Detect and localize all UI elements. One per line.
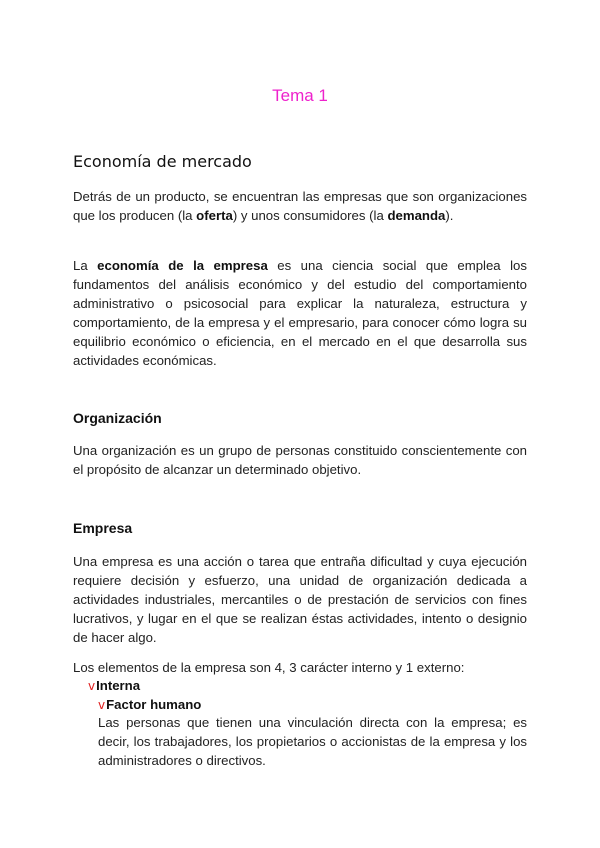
section-heading-economia: Economía de mercado [73,152,252,171]
paragraph-empresa: Una empresa es una acción o tarea que entraña dificultad y cuya ejecución requiere decisión y esfuerzo, una unidad de organización dedicada a actividades industriales, mercantiles o de prestación de servicios con fines lucrativos, y lugar en el que se realizan éstas actividades, intento o designio de hacer algo. [73,554,527,645]
section-heading-empresa: Empresa [73,520,133,536]
paragraph-economia-empresa [73,256,527,370]
section-heading-organizacion: Organización [73,410,162,426]
bold-term-oferta: oferta [196,208,233,223]
list-item-label: Interna [96,678,141,693]
paragraph-elementos: Los elementos de la empresa son 4, 3 carácter interno y 1 externo: [73,660,465,675]
text-run: ). [445,208,454,223]
checkmark-bullet-icon: v [88,679,96,693]
page-title: Tema 1 [272,86,328,105]
bold-term-demanda: demanda [387,208,446,223]
list-item-factor-humano [98,695,201,715]
text-run: Detrás de un producto, se encuentran las empresas que son organizaciones que los producen (la [73,189,527,223]
text-run: La [73,258,98,273]
text-run: ) y unos consumidores (la [232,208,388,223]
text-run: es una ciencia social que emplea los fundamentos del análisis económico y del estudio del comportamiento administrativo o psicosocial para explicar la naturaleza, estructura y comportamiento, de la empresa y el empresario, para conocer cómo logra su equilibrio económico o eficiencia, en el mercado en el que desarrolla sus actividades económicas. [73,258,527,368]
list-item-interna [88,676,140,696]
list-item-label: Factor humano [106,697,202,712]
paragraph-organizacion: Una organización es un grupo de personas constituido conscientemente con el propósito de alcanzar un determinado objetivo. [73,443,527,477]
checkmark-bullet-icon: v [98,698,106,712]
paragraph-factor-humano: Las personas que tienen una vinculación directa con la empresa; es decir, los trabajadores, los propietarios o accionistas de la empresa y los administradores o directivos. [98,715,527,768]
paragraph-producto [73,187,527,225]
bold-term-economia-empresa: economía de la empresa [97,258,268,273]
